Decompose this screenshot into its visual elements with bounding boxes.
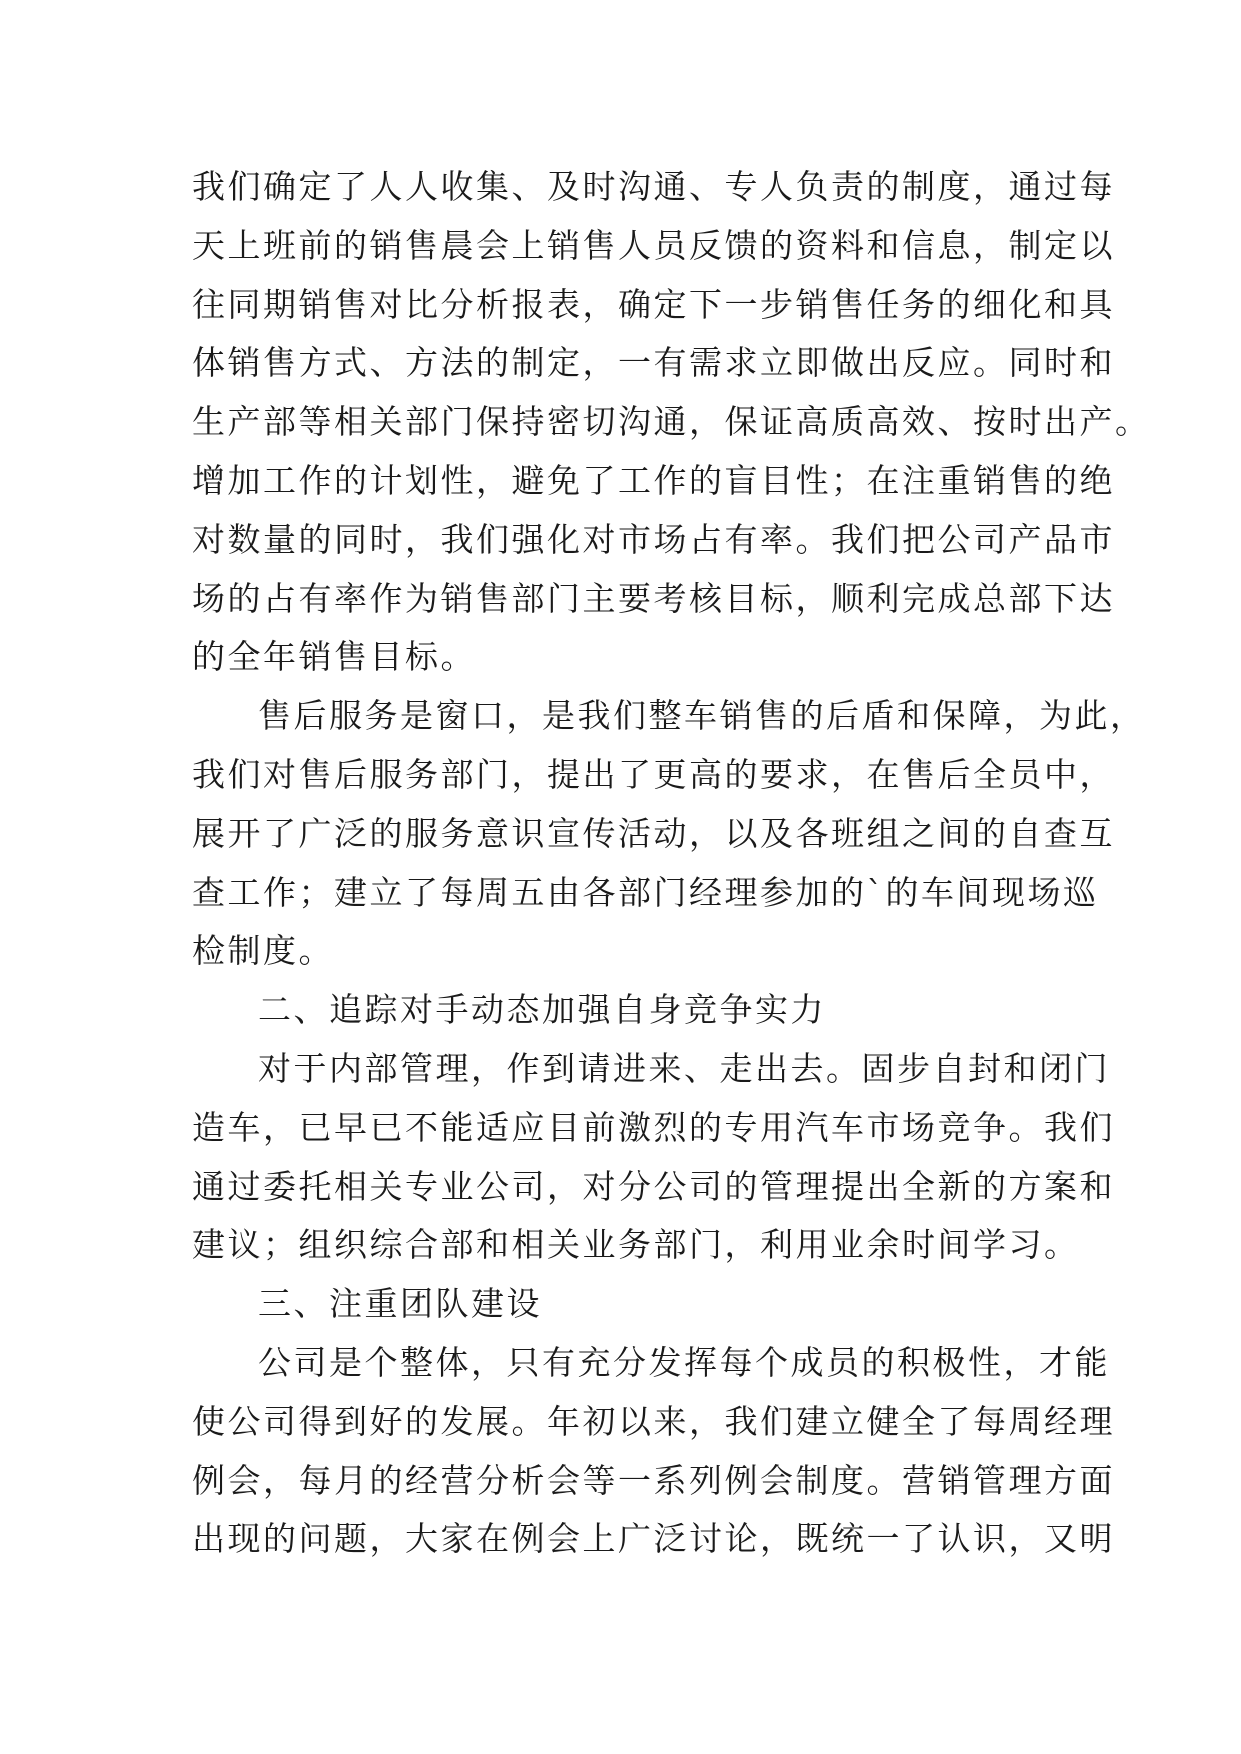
text-line: 我们对售后服务部门，提出了更高的要求，在售后全员中， [192, 754, 1115, 794]
text-line: 展开了广泛的服务意识宣传活动，以及各班组之间的自查互 [192, 813, 1115, 853]
text-line: 使公司得到好的发展。年初以来，我们建立健全了每周经理 [192, 1401, 1115, 1441]
text-line: 我们确定了人人收集、及时沟通、专人负责的制度，通过每 [192, 167, 1115, 206]
text-line: 体销售方式、方法的制定，一有需求立即做出反应。同时和 [192, 343, 1115, 383]
text-line: 查工作；建立了每周五由各部门经理参加的`的车间现场巡 [192, 872, 1099, 912]
text-line: 生产部等相关部门保持密切沟通，保证高质高效、按时出产。 [192, 402, 1151, 442]
text-line: 出现的问题，大家在例会上广泛讨论，既统一了认识，又明 [192, 1519, 1115, 1559]
text-line: 往同期销售对比分析报表，确定下一步销售任务的细化和具 [192, 284, 1115, 324]
text-line: 通过委托相关专业公司，对分公司的管理提出全新的方案和 [192, 1166, 1115, 1206]
text-line: 场的占有率作为销售部门主要考核目标，顺利完成总部下达 [192, 578, 1115, 618]
text-line: 对数量的同时，我们强化对市场占有率。我们把公司产品市 [192, 519, 1115, 559]
text-line: 天上班前的销售晨会上销售人员反馈的资料和信息，制定以 [192, 225, 1115, 265]
text-line: 建议；组织综合部和相关业务部门，利用业余时间学习。 [192, 1225, 1080, 1265]
text-line: 公司是个整体，只有充分发挥每个成员的积极性，才能 [258, 1342, 1110, 1382]
text-line: 二、追踪对手动态加强自身竞争实力 [258, 990, 826, 1030]
text-line: 增加工作的计划性，避免了工作的盲目性；在注重销售的绝 [192, 460, 1115, 500]
body-text [192, 158, 1151, 1569]
text-line: 例会，每月的经营分析会等一系列例会制度。营销管理方面 [192, 1460, 1115, 1500]
text-line: 的全年销售目标。 [192, 637, 476, 677]
text-line: 造车，已早已不能适应目前激烈的专用汽车市场竞争。我们 [192, 1107, 1115, 1147]
text-line: 检制度。 [192, 931, 334, 971]
text-line: 对于内部管理，作到请进来、走出去。固步自封和闭门 [258, 1048, 1110, 1088]
text-line: 三、注重团队建设 [258, 1284, 542, 1324]
text-line: 售后服务是窗口，是我们整车销售的后盾和保障，为此， [258, 696, 1146, 736]
